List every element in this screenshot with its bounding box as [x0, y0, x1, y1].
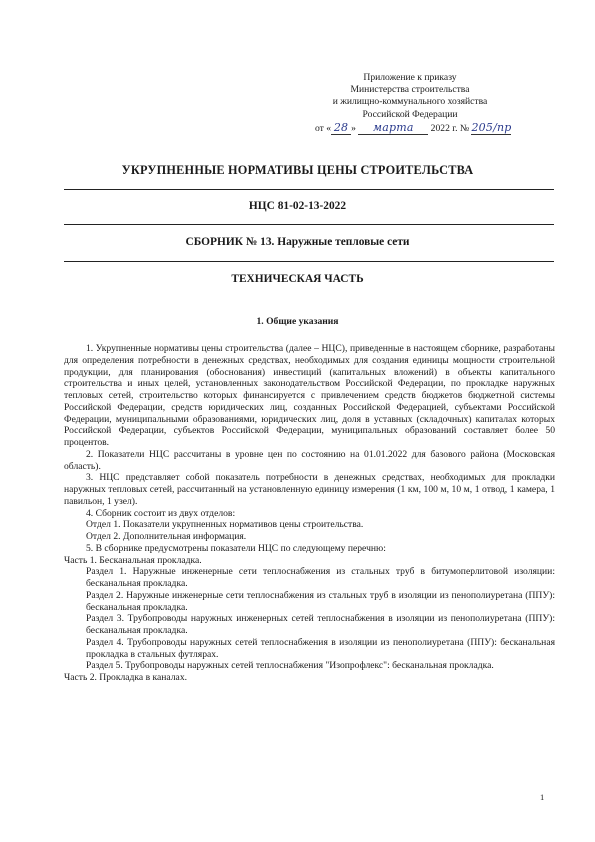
paragraph-1: 1. Укрупненные нормативы цены строительства (далее – НЦС), приведенные в настоящем сборнике, разработаны для определения потребности в денежных средствах, необходимых для создания единицы мощности строительной продукции, для планирования (обоснования) инвестиций (капитальных вложений) в объекты капитального строительства и иных целей, установленных законодательством Российской Федерации, по прокладке наружных тепловых сетей, строительство которых финансируется с привлечением средств бюджетов бюджетной системы Российской Федерации, средств юридических лиц, созданных Российской Федерацией, субъектами Российской Федерации, муниципальными образованиями, юридических лиц, доля в уставных (складочных) капиталах которых Российской Федерации, субъектов Российской Федерации, муниципальных образований составляет более 50 процентов.	[64, 343, 555, 448]
approval-line-3: и жилищно-коммунального хозяйства	[332, 96, 488, 108]
approval-stamp-block	[300, 72, 520, 135]
section-2-item: Раздел 2. Наружные инженерные сети теплоснабжения из стальных труб в изоляции из пенополиуретана (ППУ): бесканальная прокладка.	[86, 589, 555, 613]
approval-line-2: Министерства строительства	[350, 84, 470, 96]
part-2-label: Часть 2. Прокладка в каналах.	[64, 672, 188, 683]
date-prefix: от «	[315, 122, 332, 134]
handwritten-order-number: 205/пр	[471, 120, 512, 134]
handwritten-month: марта	[358, 122, 428, 135]
department-2: Отдел 2. Дополнительная информация.	[86, 531, 247, 542]
handwritten-day: 28	[331, 122, 351, 135]
section-3-item: Раздел 3. Трубопроводы наружных инженерных сетей теплоснабжения в изоляции из пенополиуретана (ППУ): бесканальная прокладка.	[86, 613, 555, 636]
paragraph-2: 2. Показатели НЦС рассчитаны в уровне цен по состоянию на 01.01.2022 для базового района (Московская область).	[64, 448, 555, 472]
department-1: Отдел 1. Показатели укрупненных нормативов цены строительства.	[86, 519, 364, 531]
section-5-item: Раздел 5. Трубопроводы наружных сетей теплоснабжения "Изопрофлекс": бесканальная прокладка.	[86, 660, 494, 672]
date-year: 2022 г. №	[430, 122, 470, 134]
section-4-item: Раздел 4. Трубопроводы наружных сетей теплоснабжения в изоляции из пенополиуретана (ППУ): бесканальная прокладка в стальных футлярах.	[86, 636, 555, 660]
divider-line	[64, 224, 554, 225]
section-heading: 1. Общие указания	[256, 316, 339, 327]
divider-line	[64, 261, 554, 262]
section-1-item: Раздел 1. Наружные инженерные сети теплоснабжения из стальных труб в битумоперлитовой изоляции: бесканальная прокладка.	[86, 566, 555, 589]
document-code: НЦС 81-02-13-2022	[248, 200, 347, 212]
approval-line-1: Приложение к приказу	[363, 72, 457, 83]
approval-line-4: Российской Федерации	[362, 108, 458, 120]
collection-title: СБОРНИК № 13. Наружные тепловые сети	[185, 236, 410, 248]
divider-line	[64, 189, 554, 190]
part-title: ТЕХНИЧЕСКАЯ ЧАСТЬ	[231, 273, 364, 285]
document-title: УКРУПНЕННЫЕ НОРМАТИВЫ ЦЕНЫ СТРОИТЕЛЬСТВА	[121, 163, 474, 177]
part-1-label: Часть 1. Бесканальная прокладка.	[64, 554, 202, 566]
approval-date-line	[300, 122, 520, 135]
paragraph-5: 5. В сборнике предусмотрены показатели НЦС по следующему перечню:	[86, 542, 386, 554]
paragraph-4: 4. Сборник состоит из двух отделов:	[86, 507, 236, 519]
document-body	[64, 343, 555, 684]
page-number: 1	[540, 792, 545, 802]
paragraph-3: 3. НЦС представляет собой показатель потребности в денежных средствах, необходимых для прокладки наружных тепловых сетей, рассчитанный на установленную единицу измерения (1 км, 100 м, 10 м, 1 отвод, 1 камера, 1 павильон, 1 узел).	[64, 472, 555, 507]
date-mid: »	[351, 122, 356, 134]
